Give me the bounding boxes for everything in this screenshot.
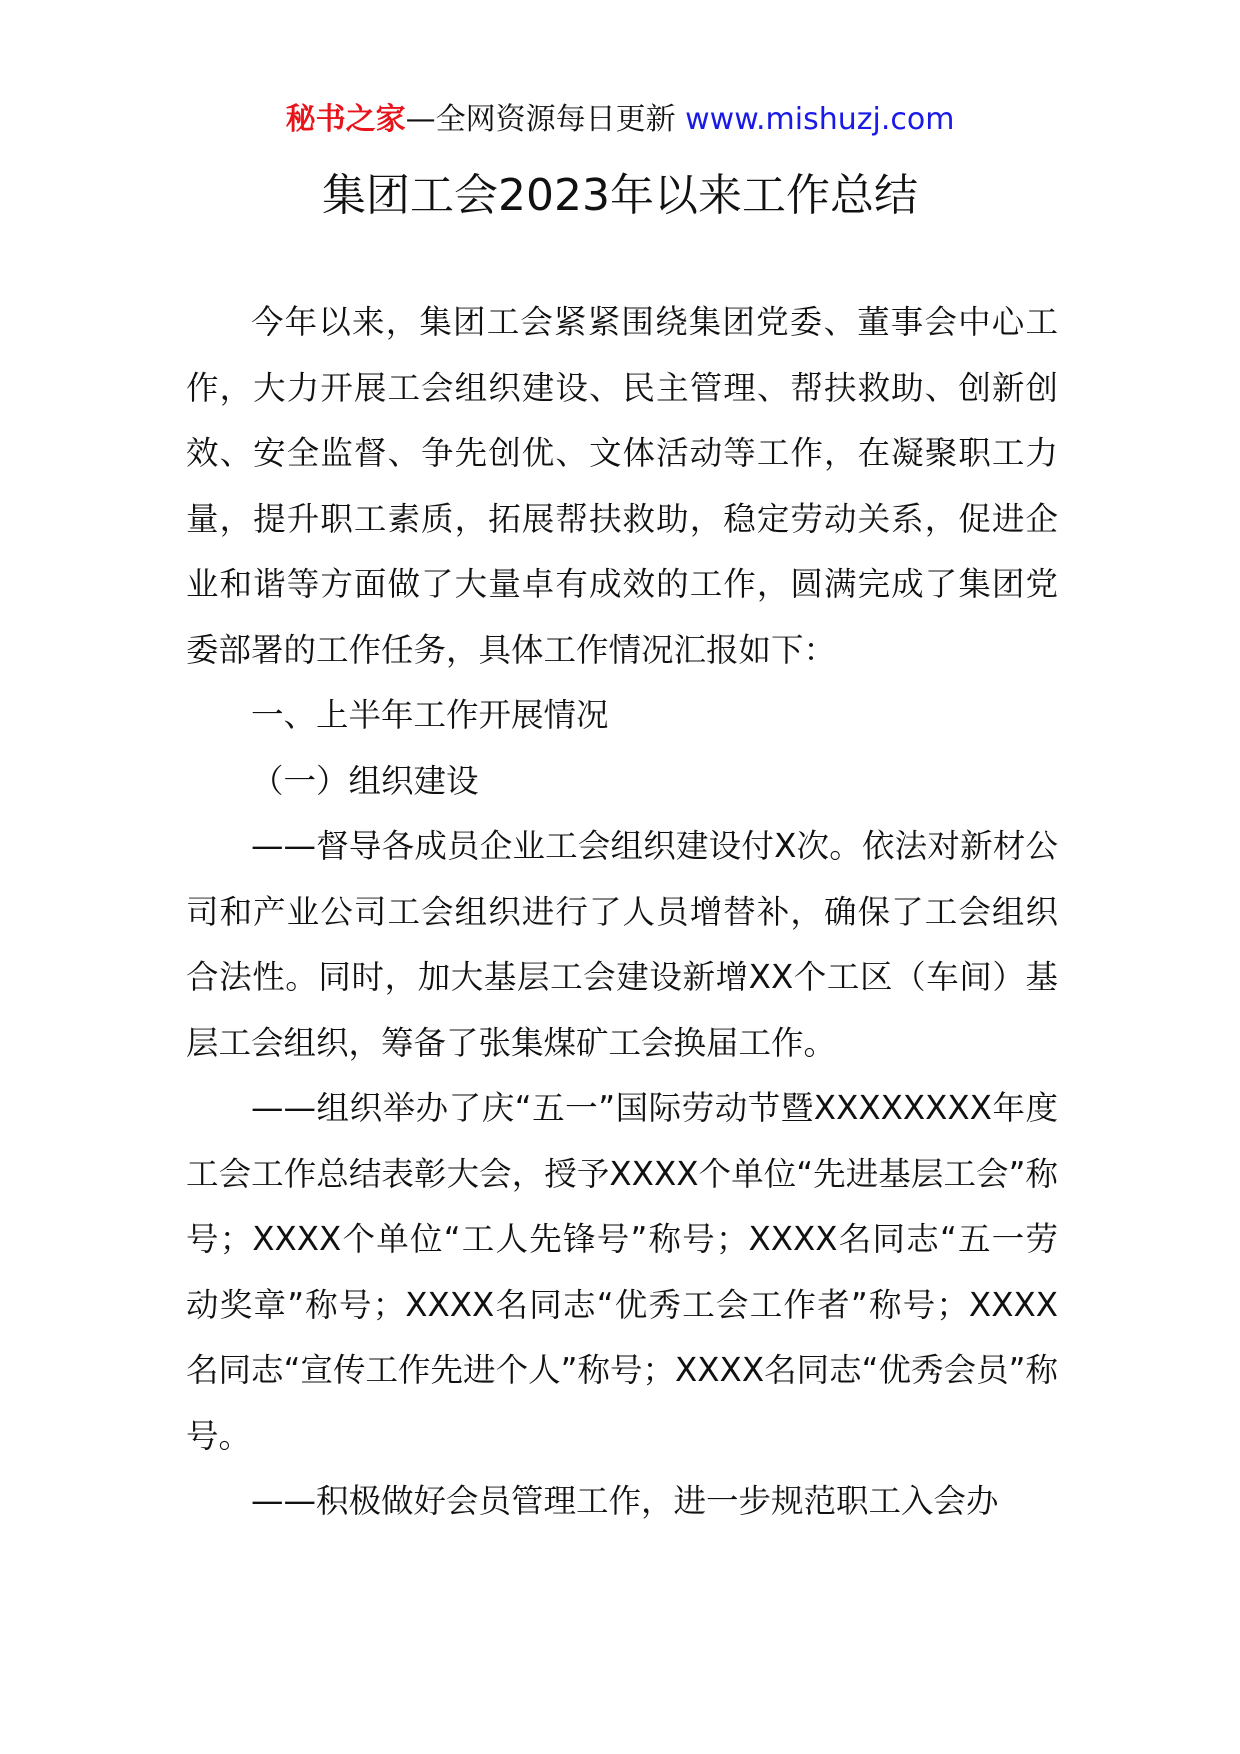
intro-paragraph: 今年以来，集团工会紧紧围绕集团党委、董事会中心工作，大力开展工会组织建设、民主管理、帮扶救助、创新创效、安全监督、争先创优、文体活动等工作，在凝聚职工力量，提升职工素质，拓展帮扶救助，稳定劳动关系，促进企业和谐等方面做了大量卓有成效的工作，圆满完成了集团党委部署的工作任务，具体工作情况汇报如下： (186, 303, 1058, 669)
section-heading: 一、上半年工作开展情况 (251, 696, 609, 734)
body-paragraph: ——组织举办了庆“五一”国际劳动节暨XXXXXXXX年度工会工作总结表彰大会，授予XXXX个单位“先进基层工会”称号；XXXX个单位“工人先锋号”称号；XXXX名同志“五一劳动奖章”称号；XXXX名同志“优秀工会工作者”称号；XXXX名同志“宣传工作先进个人”称号；XXXX名同志“优秀会员”称号。 (186, 1089, 1058, 1455)
brand-name: 秘书之家 (285, 102, 406, 137)
subsection-heading: （一）组织建设 (251, 761, 479, 800)
body-paragraph: ——积极做好会员管理工作，进一步规范职工入会办 (251, 1482, 999, 1520)
document-body (186, 290, 1058, 1535)
document-title: 集团工会2023年以来工作总结 (322, 170, 918, 221)
watermark-header (0, 100, 1240, 140)
brand-tagline: —全网资源每日更新 (405, 102, 676, 137)
site-link[interactable]: www.mishuzj.com (685, 102, 955, 137)
body-paragraph: ——督导各成员企业工会组织建设付X次。依法对新材公司和产业公司工会组织进行了人员增替补，确保了工会组织合法性。同时，加大基层工会建设新增XX个工区（车间）基层工会组织，筹备了张集煤矿工会换届工作。 (186, 827, 1058, 1062)
